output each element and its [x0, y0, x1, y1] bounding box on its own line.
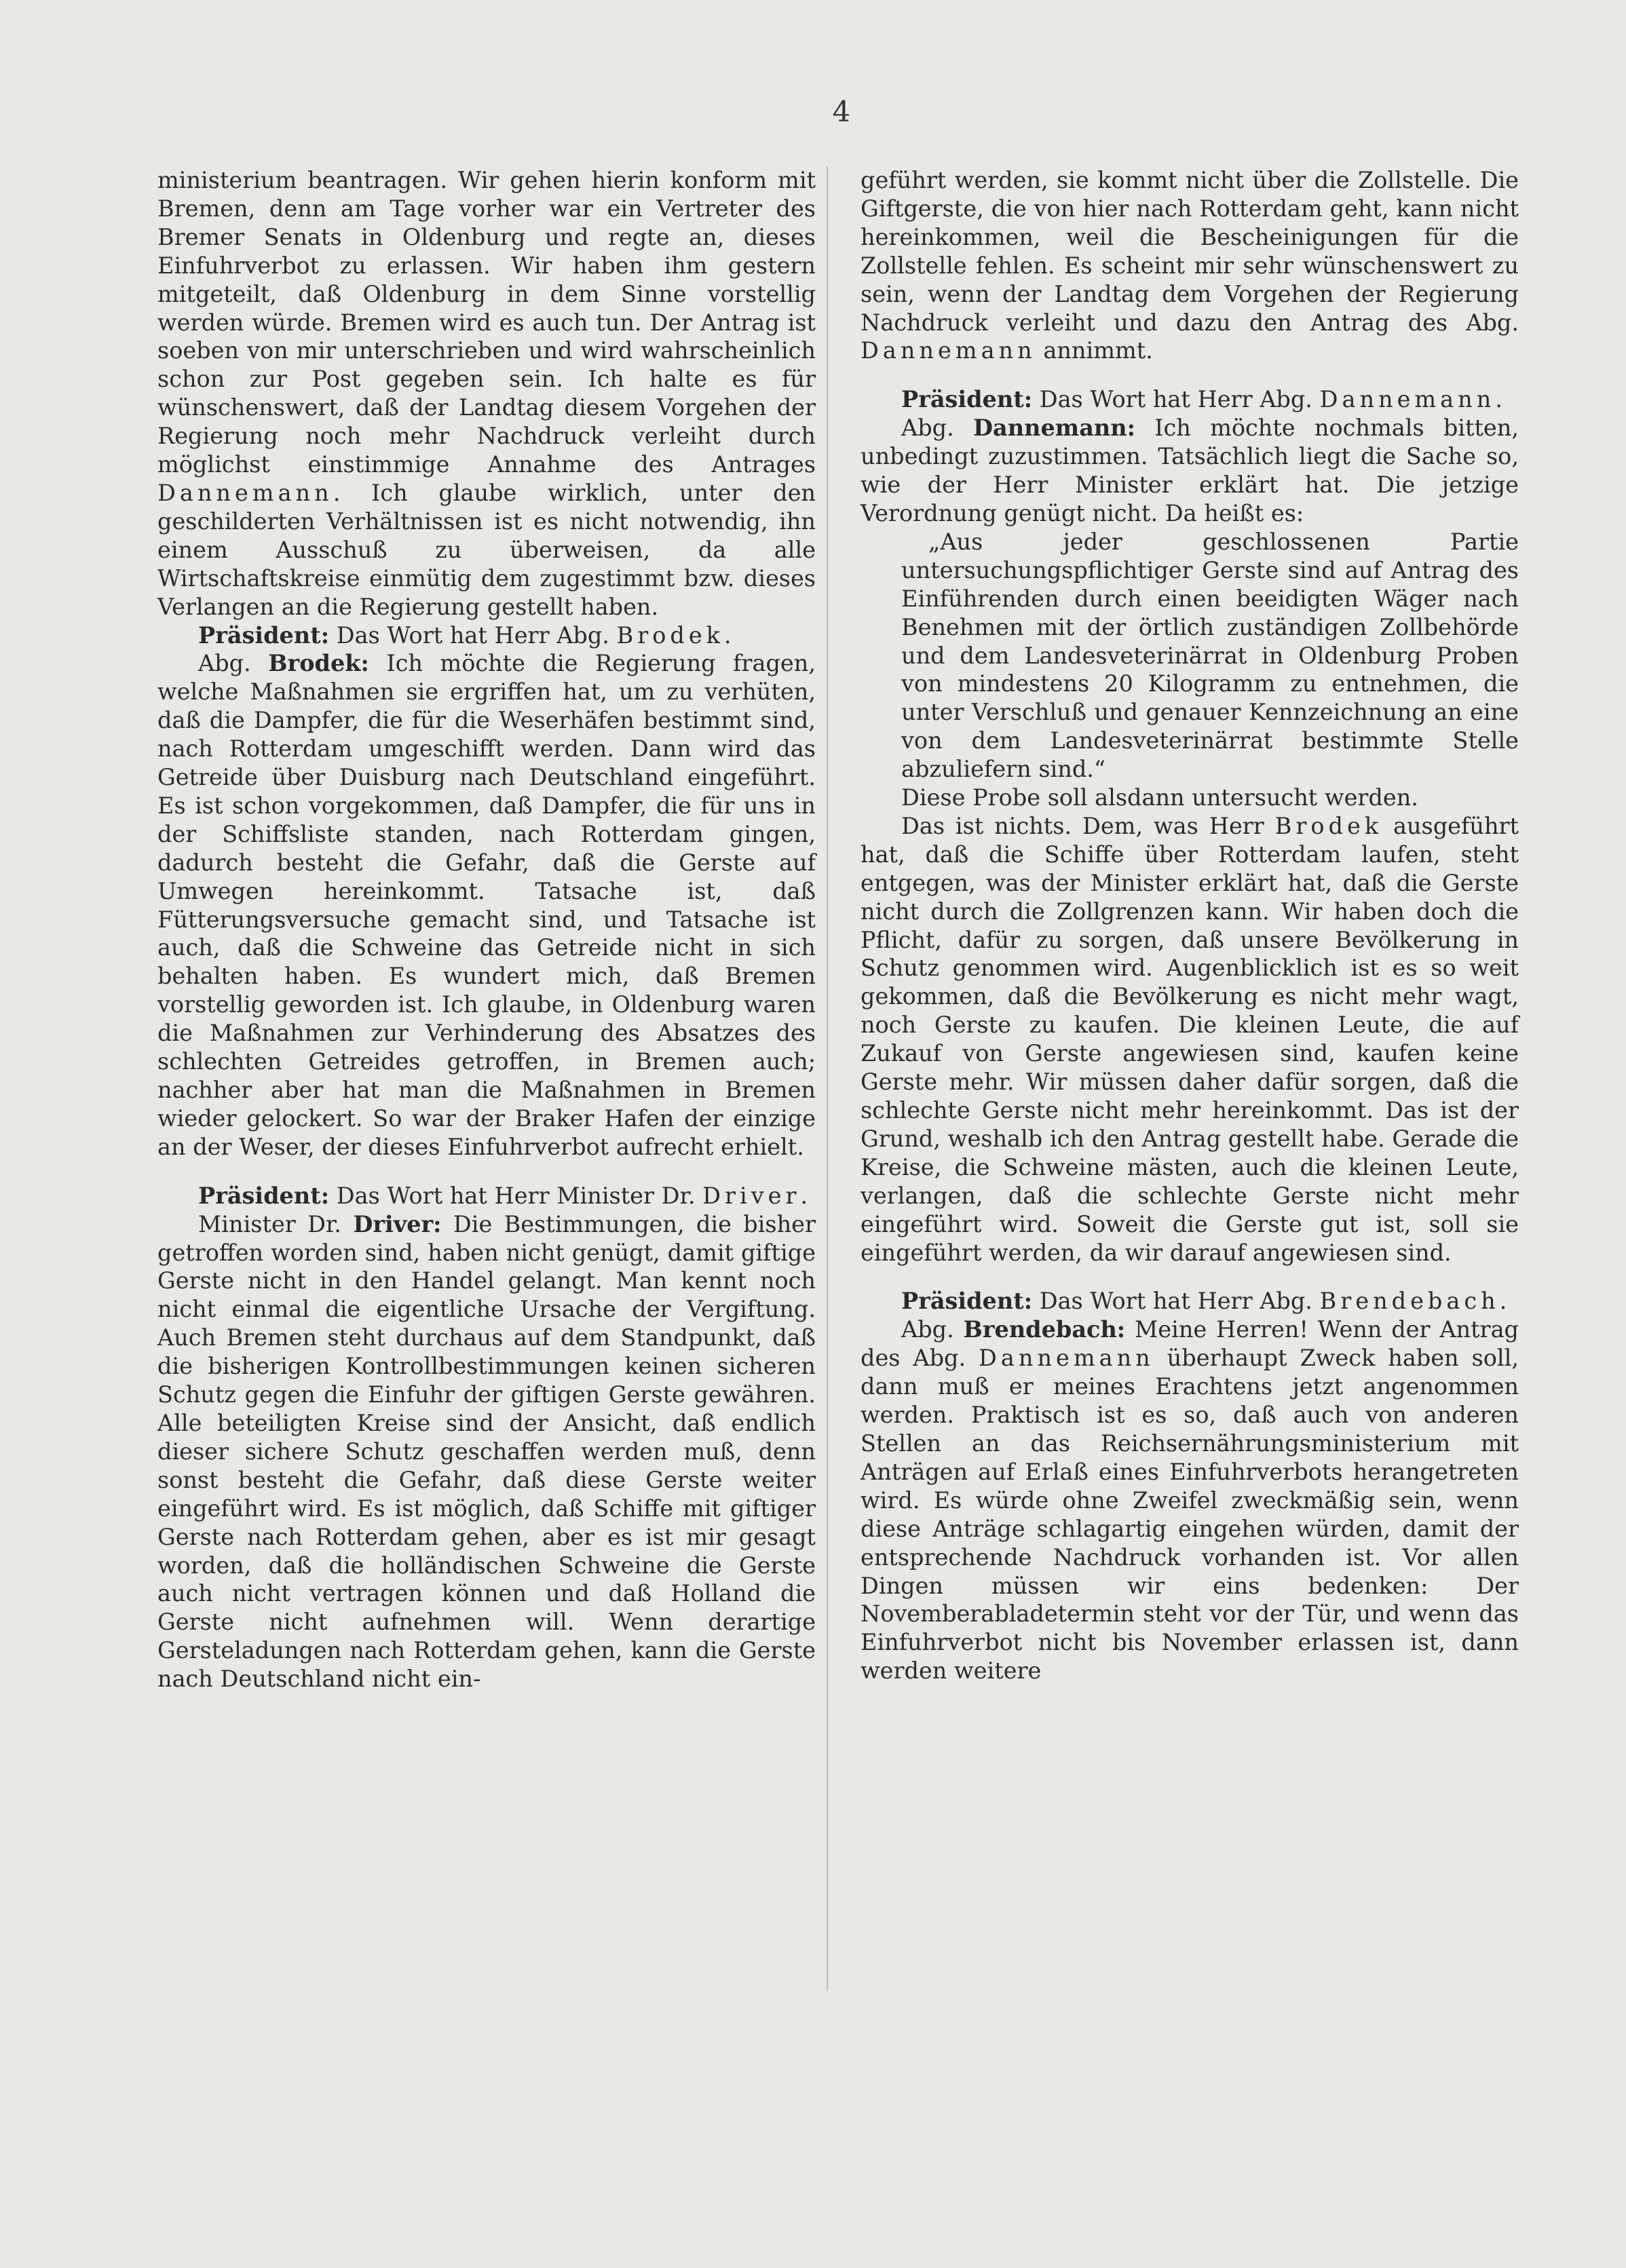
paragraph-text: ausgeführt hat, daß die Schiffe über Rotterdam laufen, steht entgegen, was der Minister erklärt hat, daß die Gerste nicht durch die Zollgrenzen kann. Wir haben doch die Pflicht, dafür zu sorgen, daß unsere Bevölkerung in Schutz genommen wird. Augenblicklich ist es so weit gekommen, daß die Bevölkerung es nicht mehr wagt, noch Gerste zu kaufen. Die kleinen Leute, die auf Zukauf von Gerste angewiesen sind, kaufen keine Gerste mehr. Wir müssen daher dafür sorgen, daß die schlechte Gerste nicht mehr hereinkommt. Das ist der Grund, weshalb ich den Antrag gestellt habe. Gerade die Kreise, die Schweine mästen, auch die kleinen Leute, verlangen, daß die schlechte Gerste nicht mehr eingeführt wird. Soweit die Gerste gut ist, soll sie eingeführt werden, da wir darauf angewiesen sind. [861, 812, 1519, 1266]
paragraph-text: Das ist nichts. Dem, was Herr [901, 812, 1275, 839]
speech-paragraph [157, 649, 816, 1161]
speaker-name-reference: Driver [702, 1182, 801, 1209]
speaker-label: Brodek: [268, 650, 369, 677]
speaker-label: Präsident: [901, 386, 1033, 413]
paragraph-text: Die Bestimmungen, die bisher getroffen worden sind, haben nicht genügt, damit giftige Gerste nicht in den Handel gelangt. Man kennt noch nicht einmal die eigentliche Ursache der Vergiftung. Auch Bremen steht durchaus auf dem Standpunkt, daß die bisherigen Kontrollbestimmungen keinen sicheren Schutz gegen die Einfuhr der giftigen Gerste gewähren. Alle beteiligten Kreise sind der Ansicht, daß endlich dieser sichere Schutz geschaffen werden muß, denn sonst besteht die Gefahr, daß diese Gerste weiter eingeführt wird. Es ist möglich, daß Schiffe mit giftiger Gerste nach Rotterdam gehen, aber es ist mir gesagt worden, daß die holländischen Schweine die Gerste auch nicht vertragen können und daß Holland die Gerste nicht aufnehmen will. Wenn derartige Gersteladungen nach Rotterdam gehen, kann die Gerste nach Deutschland nicht ein- [157, 1210, 816, 1693]
paragraph-text: . [1495, 386, 1502, 413]
speaker-name-reference: Brodek [1274, 812, 1383, 839]
president-remark [861, 385, 1519, 414]
speaker-name-reference: Brendebach [1319, 1288, 1500, 1315]
speaker-title: Abg. [198, 650, 269, 677]
speaker-label: Präsident: [198, 621, 330, 649]
speaker-label: Dannemann: [972, 415, 1135, 442]
speaker-title: Abg. [901, 415, 973, 442]
page-number: 4 [832, 95, 851, 128]
left-column [157, 166, 816, 1693]
speaker-name-reference: Dannemann [979, 1345, 1154, 1372]
paragraph-text: Das Wort hat Herr Abg. [1032, 386, 1320, 413]
paragraph-text: Das Wort hat Herr Abg. [1032, 1288, 1320, 1315]
paragraph-text: ministerium beantragen. Wir gehen hierin konform mit Bremen, denn am Tage vorher war ein Vertreter des Bremer Senats in Oldenburg und regte an, dieses Einfuhrverbot zu erlassen. Wir haben ihm gestern mitgeteilt, daß Oldenburg in dem Sinne vorstellig werden würde. Bremen wird es auch tun. Der Antrag ist soeben von mir unterschrieben und wird wahrscheinlich schon zur Post gegeben sein. Ich halte es für wünschenswert, daß der Landtag diesem Vorgehen der Regierung noch mehr Nachdruck verleiht durch möglichst einstimmige Annahme des Antrages [157, 167, 816, 478]
speaker-title: Minister Dr. [198, 1210, 354, 1237]
paragraph-continuation [861, 166, 1519, 365]
speaker-name-reference: Dannemann [861, 337, 1036, 364]
paragraph-text: annimmt. [1036, 337, 1153, 364]
president-remark [861, 1287, 1519, 1315]
speech-paragraph [157, 1210, 816, 1693]
right-column [861, 166, 1519, 1685]
speech-paragraph [861, 812, 1519, 1267]
paragraph-text: Das Wort hat Herr Minister Dr. [329, 1182, 703, 1209]
paragraph-text: Ich möchte die Regierung fragen, welche Maßnahmen sie ergriffen hat, um zu verhüten, daß die Dampfer, die für die Weserhäfen bestimmt sind, nach Rotterdam umgeschifft werden. Dann wird das Getreide über Duisburg nach Deutschland eingeführt. Es ist schon vorgekommen, daß Dampfer, die für uns in der Schiffsliste standen, nach Rotterdam gingen, dadurch besteht die Gefahr, daß die Gerste auf Umwegen hereinkommt. Tatsache ist, daß Fütterungsversuche gemacht sind, und Tatsache ist auch, daß die Schweine das Getreide nicht in sich behalten haben. Es wundert mich, daß Bremen vorstellig geworden ist. Ich glaube, in Oldenburg waren die Maßnahmen zur Verhinderung des Absatzes des schlechten Getreides getroffen, in Bremen auch; nachher aber hat man die Maßnahmen in Bremen wieder gelockert. So war der Braker Hafen der einzige an der Weser, der dieses Einfuhrverbot aufrecht erhielt. [157, 650, 816, 1160]
president-remark [157, 1182, 816, 1210]
speaker-name-reference: Dannemann [1319, 386, 1496, 413]
speaker-label: Driver: [353, 1210, 442, 1237]
paragraph-text: . Ich glaube wirklich, unter den geschilderten Verhältnissen ist es nicht notwendig, ihn einem Ausschuß zu überweisen, da alle Wirtschaftskreise einmütig dem zugestimmt bzw. dieses Verlangen an die Regierung gestellt haben. [157, 479, 816, 620]
paragraph-text: . [1499, 1288, 1507, 1315]
paragraph-text: Das Wort hat Herr Abg. [329, 621, 617, 649]
paragraph-text: geführt werden, sie kommt nicht über die Zollstelle. Die Giftgerste, die von hier nach Rotterdam geht, kann nicht hereinkommen, weil die Bescheinigungen für die Zollstelle fehlen. Es scheint mir sehr wünschenswert zu sein, wenn der Landtag dem Vorgehen der Regierung Nachdruck verleiht und dazu den Antrag des Abg. [861, 167, 1519, 336]
paragraph: Diese Probe soll alsdann untersucht werden. [901, 784, 1418, 811]
speaker-label: Brendebach: [963, 1316, 1126, 1343]
paragraph-text: Meine Herren! Wenn der Antrag des Abg. [861, 1316, 1519, 1372]
quote-text: „Aus jeder geschlossenen Partie untersuchungspflichtiger Gerste sind auf Antrag des Einführenden durch einen beeidigten Wäger nach Benehmen mit der örtlich zuständigen Zollbehörde und dem Landesveterinärrat in Oldenburg Proben von mindestens 20 Kilogramm zu entnehmen, die unter Verschluß und genauer Kennzeichnung an eine von dem Landesveterinärrat bestimmte Stelle abzuliefern sind.“ [901, 528, 1519, 783]
paragraph-text: . [723, 621, 732, 649]
speaker-title: Abg. [901, 1316, 964, 1343]
paragraph-text: überhaupt Zweck haben soll, dann muß er meines Erachtens jetzt angenommen werden. Praktisch ist es so, daß auch von anderen Stellen an das Reichsernährungsministerium mit Anträgen auf Erlaß eines Einfuhrverbots herangetreten wird. Es würde ohne Zweifel zweckmäßig sein, wenn diese Anträge schlagartig eingehen würden, damit der entsprechende Nachdruck vorhanden ist. Vor allen Dingen müssen wir eins bedenken: Der Novemberabladetermin steht vor der Tür, und wenn das Einfuhrverbot nicht bis November erlassen ist, dann werden weitere [861, 1345, 1519, 1685]
speech-paragraph [861, 1315, 1519, 1685]
speaker-name-reference: Dannemann [157, 479, 333, 506]
regulation-quote [901, 528, 1519, 784]
speaker-name-reference: Brodek [616, 621, 724, 649]
speech-paragraph [861, 414, 1519, 528]
paragraph-text: Ich möchte nochmals bitten, unbedingt zuzustimmen. Tatsächlich liegt die Sache so, wie der Herr Minister erklärt hat. Die jetzige Verordnung genügt nicht. Da heißt es: [861, 415, 1519, 526]
president-remark [157, 621, 816, 650]
paragraph-text: . [800, 1182, 808, 1209]
speaker-label: Präsident: [901, 1288, 1033, 1315]
column-divider [827, 166, 828, 1991]
speaker-label: Präsident: [198, 1182, 330, 1209]
paragraph-continuation [157, 166, 816, 621]
